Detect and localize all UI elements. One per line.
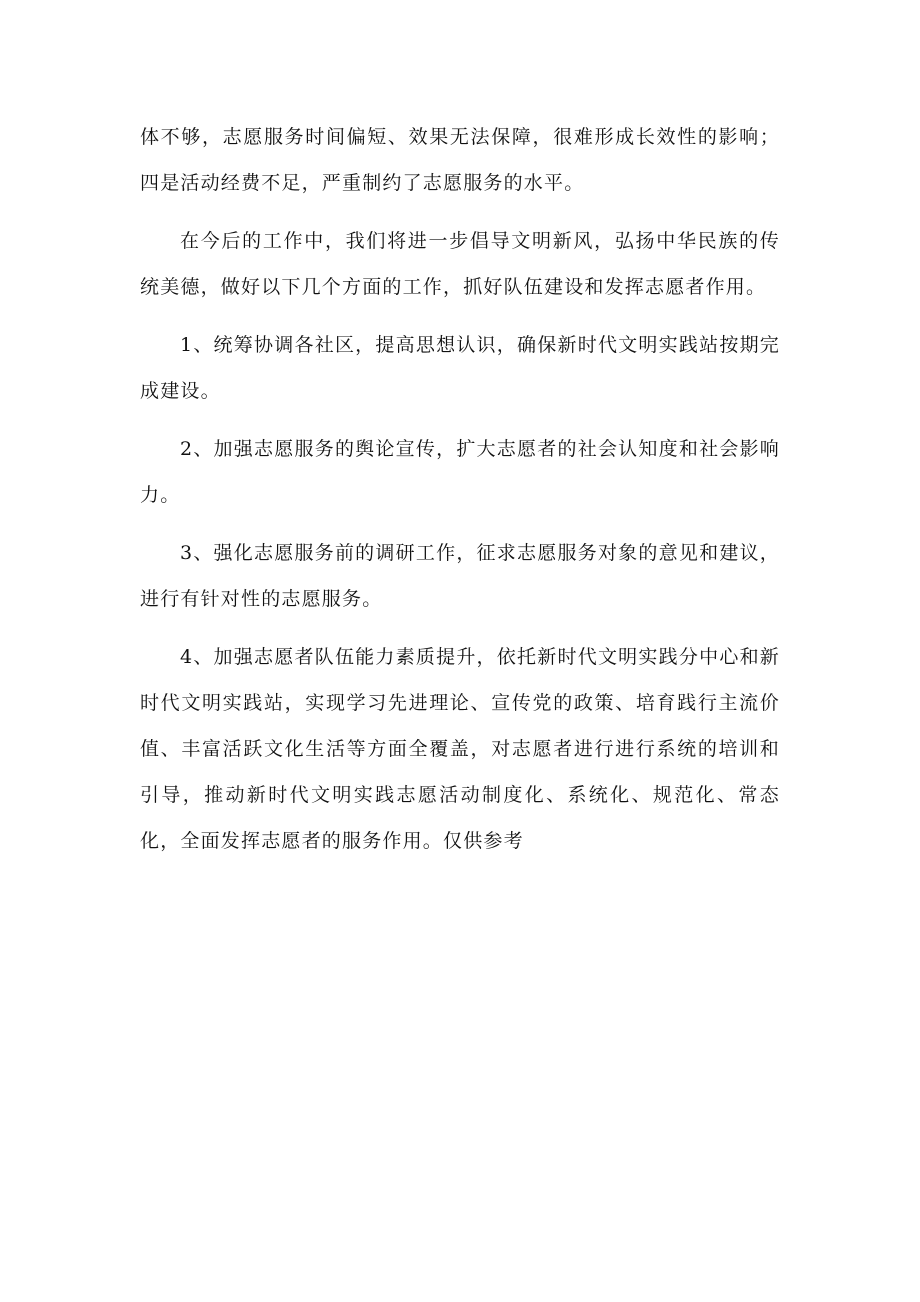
paragraph-item-1: 1、统筹协调各社区，提高思想认识，确保新时代文明实践站按期完成建设。 xyxy=(140,334,780,402)
paragraph-future-work: 在今后的工作中，我们将进一步倡导文明新风，弘扬中华民族的传统美德，做好以下几个方面的工作，抓好队伍建设和发挥志愿者作用。 xyxy=(140,230,780,298)
paragraph-item-4: 4、加强志愿者队伍能力素质提升，依托新时代文明实践分中心和新时代文明实践站，实现学习先进理论、宣传党的政策、培育践行主流价值、丰富活跃文化生活等方面全覆盖，对志愿者进行进行系统的培训和引导，推动新时代文明实践志愿活动制度化、系统化、规范化、常态化，全面发挥志愿者的服务作用。仅供参考 xyxy=(140,646,780,852)
document-body xyxy=(140,114,780,876)
paragraph-item-2: 2、加强志愿服务的舆论宣传，扩大志愿者的社会认知度和社会影响力。 xyxy=(140,438,780,506)
paragraph-item-3: 3、强化志愿服务前的调研工作，征求志愿服务对象的意见和建议，进行有针对性的志愿服务。 xyxy=(140,542,780,610)
paragraph-continuation: 体不够，志愿服务时间偏短、效果无法保障，很难形成长效性的影响；四是活动经费不足，严重制约了志愿服务的水平。 xyxy=(140,126,780,194)
